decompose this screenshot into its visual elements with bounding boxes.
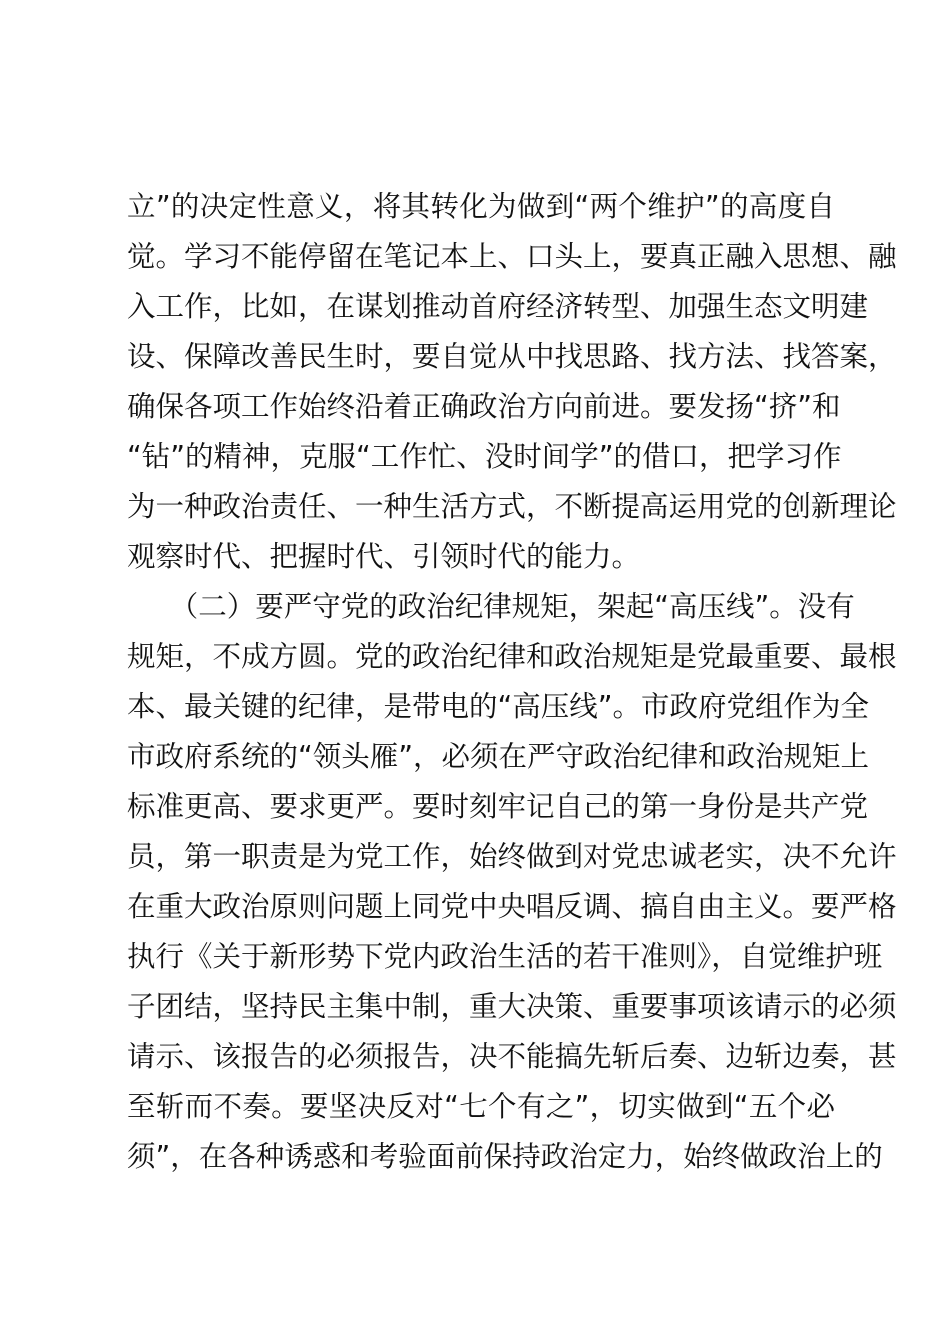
text-line: “钻”的精神，克服“工作忙、没时间学”的借口，把学习作 bbox=[127, 440, 842, 473]
text-line: 觉。学习不能停留在笔记本上、口头上，要真正融入思想、融 bbox=[127, 240, 897, 273]
text-line: 执行《关于新形势下党内政治生活的若干准则》，自觉维护班 bbox=[127, 940, 883, 973]
text-line: 确保各项工作始终沿着正确政治方向前进。要发扬“挤”和 bbox=[127, 390, 841, 423]
text-line: 在重大政治原则问题上同党中央唱反调、搞自由主义。要严格 bbox=[127, 890, 897, 923]
section-heading-line: （二）要严守党的政治纪律规矩，架起“高压线”。没有 bbox=[127, 590, 855, 623]
text-line: 标准更高、要求更严。要时刻牢记自己的第一身份是共产党 bbox=[127, 790, 869, 823]
text-line: 观察时代、把握时代、引领时代的能力。 bbox=[127, 540, 641, 573]
text-line: 规矩，不成方圆。党的政治纪律和政治规矩是党最重要、最根 bbox=[127, 640, 897, 673]
text-line: 入工作，比如，在谋划推动首府经济转型、加强生态文明建 bbox=[127, 290, 869, 323]
text-line: 须”，在各种诱惑和考验面前保持政治定力，始终做政治上的 bbox=[127, 1140, 883, 1173]
text-line: 至斩而不奏。要坚决反对“七个有之”，切实做到“五个必 bbox=[127, 1090, 835, 1123]
text-line: 立”的决定性意义，将其转化为做到“两个维护”的高度自 bbox=[127, 190, 835, 223]
text-line: 设、保障改善民生时，要自觉从中找思路、找方法、找答案， bbox=[127, 340, 897, 373]
text-line: 本、最关键的纪律，是带电的“高压线”。市政府党组作为全 bbox=[127, 690, 870, 723]
text-line: 请示、该报告的必须报告，决不能搞先斩后奏、边斩边奏，甚 bbox=[127, 1040, 897, 1073]
text-line: 员，第一职责是为党工作，始终做到对党忠诚老实，决不允许 bbox=[127, 840, 897, 873]
text-line: 为一种政治责任、一种生活方式，不断提高运用党的创新理论 bbox=[127, 490, 897, 523]
text-line: 市政府系统的“领头雁”，必须在严守政治纪律和政治规矩上 bbox=[127, 740, 870, 773]
text-line: 子团结，坚持民主集中制，重大决策、重要事项该请示的必须 bbox=[127, 990, 897, 1023]
